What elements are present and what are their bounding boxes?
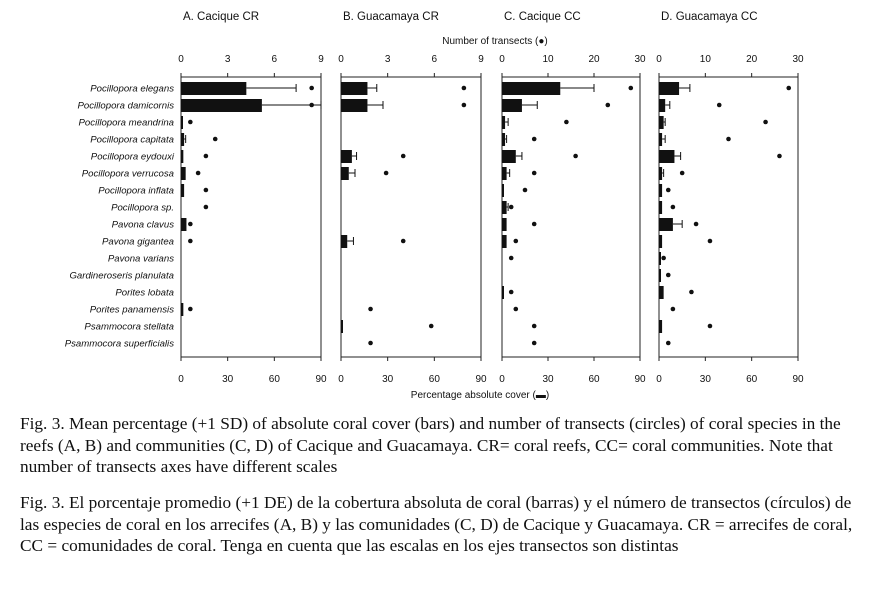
cover-bar <box>659 82 679 95</box>
cover-bar <box>502 218 507 231</box>
top-tick-label: 0 <box>656 54 662 65</box>
top-tick-label: 3 <box>224 54 231 65</box>
top-tick-label: 3 <box>384 54 391 65</box>
transect-dot <box>401 239 406 244</box>
transect-dot <box>368 341 373 346</box>
cover-bar <box>659 184 662 197</box>
species-label: Pocillopora elegans <box>90 83 174 95</box>
cover-bar <box>341 150 352 163</box>
bottom-tick-label: 0 <box>499 374 505 385</box>
transect-dot <box>763 120 768 125</box>
top-tick-label: 6 <box>271 54 278 65</box>
transect-dot <box>514 239 519 244</box>
caption-english: Fig. 3. Mean percentage (+1 SD) of absolute coral cover (bars) and number of transects (circles) of coral species in the reefs (A, B) and communities (C, D) of Cacique and Guacamaya. CR= coral reefs, CC= coral communities. Note that number of transects axes have different scales <box>20 414 841 476</box>
caption-spanish: Fig. 3. El porcentaje promedio (+1 DE) de la cobertura absoluta de coral (barras) y el número de transectos (círculos) de las especies de coral en los arrecifes (A, B) y las comunidades (C, D) de Cacique y Guacamaya. CR = arrecifes de coral, CC = comunidades de coral. Tenga en cuenta que las escalas en los ejes transectos son distintas <box>20 493 853 555</box>
panel-c <box>499 11 646 385</box>
transect-dot <box>777 154 782 159</box>
chart-panels <box>178 11 804 385</box>
transect-dot <box>462 86 467 91</box>
bottom-tick-label: 60 <box>588 374 600 385</box>
panel-frame <box>502 77 640 357</box>
transect-dot <box>708 324 713 329</box>
bottom-tick-label: 0 <box>178 374 184 385</box>
transect-dot <box>401 154 406 159</box>
transect-dot <box>666 188 671 193</box>
cover-bar <box>502 235 507 248</box>
cover-bar <box>659 150 674 163</box>
transect-dot <box>629 86 634 91</box>
transect-dot <box>514 307 519 312</box>
transect-dot <box>680 171 685 176</box>
cover-bar <box>341 167 349 180</box>
top-tick-label: 0 <box>178 54 184 65</box>
transect-dot <box>204 154 209 159</box>
cover-bar <box>659 201 662 214</box>
cover-bar <box>659 320 662 333</box>
panel-title: D. Guacamaya CC <box>661 11 758 23</box>
bottom-tick-label: 30 <box>222 374 234 385</box>
cover-bar <box>181 167 186 180</box>
cover-bar <box>181 184 184 197</box>
cover-bar <box>659 99 665 112</box>
panel-frame <box>341 77 481 357</box>
species-label: Psammocora stellata <box>84 321 174 333</box>
cover-bar <box>181 150 183 163</box>
panel-title: B. Guacamaya CR <box>343 11 439 23</box>
transect-dot <box>213 137 218 142</box>
cover-bar <box>659 269 661 282</box>
transect-dot <box>666 273 671 278</box>
cover-bar <box>181 133 184 146</box>
transect-dot <box>509 290 514 295</box>
cover-bar <box>181 218 186 231</box>
bottom-tick-label: 30 <box>382 374 394 385</box>
transect-dot <box>429 324 434 329</box>
cover-bar <box>659 252 661 265</box>
top-tick-label: 10 <box>542 54 554 65</box>
species-label: Pocillopora damicornis <box>77 100 174 112</box>
transect-dot <box>717 103 722 108</box>
cover-bar <box>181 82 246 95</box>
cover-bar <box>659 218 673 231</box>
top-tick-label: 0 <box>499 54 505 65</box>
bottom-tick-label: 60 <box>268 374 280 385</box>
transect-dot <box>309 103 314 108</box>
bottom-axis-label: Percentage absolute cover (▬) <box>410 390 550 401</box>
cover-bar <box>341 82 367 95</box>
species-label: Pavona varians <box>107 253 174 265</box>
species-labels <box>65 84 175 350</box>
bottom-tick-label: 0 <box>338 374 344 385</box>
panel-a <box>178 11 327 385</box>
panel-title: C. Cacique CC <box>504 11 581 23</box>
transect-dot <box>196 171 201 176</box>
transect-dot <box>188 239 193 244</box>
species-label: Pocillopora inflata <box>98 185 174 197</box>
panel-title: A. Cacique CR <box>183 11 260 23</box>
bottom-tick-label: 30 <box>699 374 711 385</box>
top-tick-label: 9 <box>318 54 324 65</box>
top-tick-label: 6 <box>431 54 438 65</box>
top-tick-label: 30 <box>792 54 804 65</box>
cover-bar <box>659 235 662 248</box>
transect-dot <box>462 103 467 108</box>
bottom-tick-label: 60 <box>746 374 758 385</box>
cover-bar <box>502 99 522 112</box>
transect-dot <box>708 239 713 244</box>
transect-dot <box>573 154 578 159</box>
transect-dot <box>204 205 209 210</box>
bottom-tick-label: 90 <box>315 374 327 385</box>
transect-dot <box>661 256 666 261</box>
transect-dot <box>671 205 676 210</box>
cover-bar <box>502 133 505 146</box>
cover-bar <box>659 167 662 180</box>
transect-dot <box>532 137 537 142</box>
transect-dot <box>384 171 389 176</box>
transect-dot <box>188 222 193 227</box>
transect-dot <box>368 307 373 312</box>
cover-bar <box>659 133 662 146</box>
bottom-tick-label: 90 <box>634 374 646 385</box>
species-label: Porites panamensis <box>89 304 174 316</box>
transect-dot <box>666 341 671 346</box>
transect-dot <box>671 307 676 312</box>
cover-bar <box>502 167 507 180</box>
species-label: Porites lobata <box>115 287 174 299</box>
panel-d <box>656 11 804 385</box>
panel-frame <box>181 77 321 357</box>
cover-bar <box>659 286 664 299</box>
species-label: Pocillopora capitata <box>90 134 174 146</box>
cover-bar <box>659 116 664 129</box>
transect-dot <box>689 290 694 295</box>
bottom-tick-label: 60 <box>428 374 440 385</box>
bottom-tick-label: 90 <box>475 374 487 385</box>
transect-dot <box>606 103 611 108</box>
species-label: Pocillopora meandrina <box>78 117 174 129</box>
top-tick-label: 0 <box>338 54 344 65</box>
cover-bar <box>341 320 343 333</box>
cover-bar <box>502 150 516 163</box>
top-tick-label: 20 <box>746 54 758 65</box>
cover-bar <box>502 82 560 95</box>
panel-frame <box>659 77 798 357</box>
transect-dot <box>726 137 731 142</box>
transect-dot <box>509 205 514 210</box>
species-label: Gardineroseris planulata <box>69 270 174 282</box>
transect-dot <box>532 341 537 346</box>
transect-dot <box>564 120 569 125</box>
bottom-tick-label: 90 <box>792 374 804 385</box>
cover-bar <box>181 99 262 112</box>
transect-dot <box>532 171 537 176</box>
top-tick-label: 20 <box>588 54 600 65</box>
cover-bar <box>502 184 504 197</box>
transect-dot <box>523 188 528 193</box>
cover-bar <box>181 116 183 129</box>
transect-dot <box>309 86 314 91</box>
species-label: Pavona clavus <box>111 219 174 231</box>
cover-bar <box>341 235 347 248</box>
transect-dot <box>204 188 209 193</box>
top-axis-label: Number of transects (●) <box>442 36 548 47</box>
cover-bar <box>341 99 367 112</box>
panel-b <box>338 11 487 385</box>
transect-dot <box>786 86 791 91</box>
transect-dot <box>188 307 193 312</box>
transect-dot <box>188 120 193 125</box>
cover-bar <box>502 116 505 129</box>
transect-dot <box>532 324 537 329</box>
cover-bar <box>502 286 504 299</box>
bottom-tick-label: 30 <box>542 374 554 385</box>
top-tick-label: 30 <box>634 54 646 65</box>
cover-bar <box>181 303 183 316</box>
transect-dot <box>532 222 537 227</box>
transect-dot <box>694 222 699 227</box>
top-tick-label: 9 <box>478 54 484 65</box>
species-label: Pocillopora sp. <box>111 202 174 214</box>
cover-bar <box>502 201 507 214</box>
transect-dot <box>509 256 514 261</box>
top-tick-label: 10 <box>699 54 711 65</box>
species-label: Pocillopora verrucosa <box>81 168 174 180</box>
bottom-tick-label: 0 <box>656 374 662 385</box>
species-label: Pavona gigantea <box>101 236 174 248</box>
species-label: Pocillopora eydouxi <box>90 151 174 163</box>
species-label: Psammocora superficialis <box>64 338 174 350</box>
